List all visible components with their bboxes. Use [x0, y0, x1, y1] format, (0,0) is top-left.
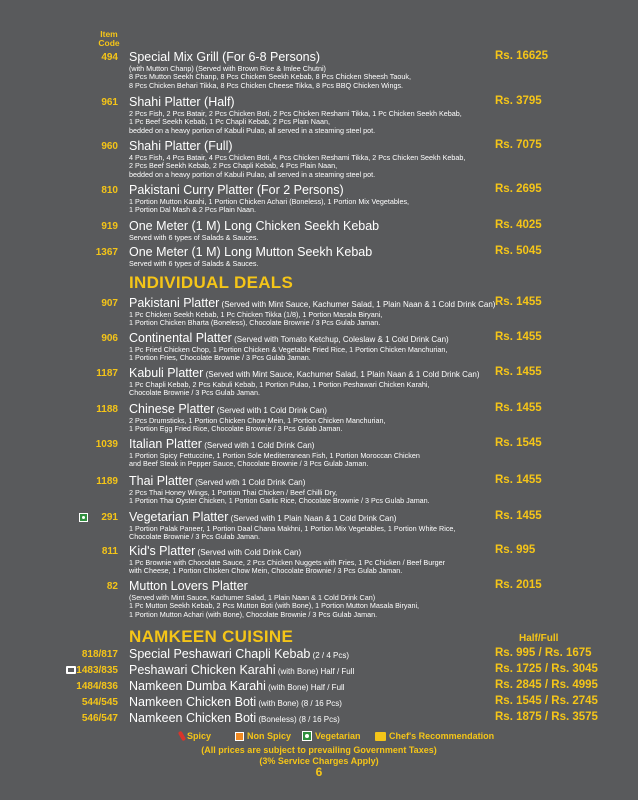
- item-code: 811: [101, 546, 118, 557]
- item-name: Namkeen Dumba Karahi (with Bone) Half / Full: [129, 679, 345, 693]
- legend-chef: Chef's Recommendation: [375, 731, 494, 741]
- item-price: Rs. 1725 / Rs. 3045: [495, 663, 598, 675]
- non-spicy-icon: [235, 732, 244, 741]
- item-description: 1 Portion Palak Paneer, 1 Portion Daal Chana Makhni, 1 Portion Mix Vegetables, 1 Portion White Rice, Chocolate Brownie / 3 Pcs Gulab Jaman.: [129, 524, 456, 542]
- item-name: Peshawari Chicken Karahi (with Bone) Half / Full: [129, 663, 355, 677]
- item-price: Rs. 1455: [495, 366, 542, 378]
- item-description: Served with 6 types of Salads & Sauces.: [129, 233, 259, 242]
- item-code: 82: [106, 581, 118, 592]
- item-name: Special Peshawari Chapli Kebab (2 / 4 Pcs): [129, 647, 350, 661]
- item-price: Rs. 2015: [495, 579, 542, 591]
- item-price: Rs. 1455: [495, 402, 542, 414]
- item-code: 1039: [95, 439, 118, 450]
- item-description: (with Mutton Chanp) (Served with Brown Rice & Imlee Chutni) 8 Pcs Mutton Seekh Chanp, 8 Pcs Chicken Seekh Kebab, 8 Pcs Chicken Sheesh Taouk, 8 Pcs Chicken Behari Tikka, 8 Pcs Chicken Cheese Tikka, 8 Pcs BBQ Chicken Wings.: [129, 64, 411, 90]
- item-code: 919: [101, 221, 118, 232]
- item-description: 2 Pcs Fish, 2 Pcs Batair, 2 Pcs Chicken Boti, 2 Pcs Chicken Reshami Tikka, 1 Pc Chicken Seekh Kebab, 1 Pc Beef Seekh Kebab, 1 Pc Chapli Kebab, 2 Pcs Plain Naan, bedded on a heavy portion of Kabuli Pulao, all served in a steaming steel pot.: [129, 109, 462, 135]
- item-price: Rs. 1545: [495, 437, 542, 449]
- item-code: 818/817: [81, 649, 118, 660]
- item-name: One Meter (1 M) Long Chicken Seekh Kebab: [129, 219, 380, 233]
- item-code: 1483/835: [76, 665, 118, 676]
- service-charge-note: (3% Service Charges Apply): [259, 756, 379, 766]
- item-description: 1 Pc Brownie with Chocolate Sauce, 2 Pcs Chicken Nuggets with Fries, 1 Pc Chicken / Beef Burger with Cheese, 1 Portion Chicken Chow Mein, Chocolate Brownie / 3 Pcs Gulab Jaman.: [129, 558, 445, 576]
- item-code: 291: [101, 512, 118, 523]
- item-code: 1484/836: [76, 681, 118, 692]
- item-description: 1 Pc Chicken Seekh Kebab, 1 Pc Chicken Tikka (1/8), 1 Portion Masala Biryani, 1 Portion Chicken Bharta (Boneless), Chocolate Brownie / 3 Pcs Gulab Jaman.: [129, 310, 383, 328]
- item-price: Rs. 5045: [495, 245, 542, 257]
- item-code: 810: [101, 185, 118, 196]
- item-price: Rs. 1545 / Rs. 2745: [495, 695, 598, 707]
- item-code: 494: [101, 52, 118, 63]
- vegetarian-icon: [79, 513, 88, 522]
- half-full-header: Half/Full: [519, 633, 559, 644]
- item-code: 1189: [96, 476, 118, 487]
- item-code-header: Item Code: [98, 29, 120, 48]
- item-price: Rs. 2695: [495, 183, 542, 195]
- item-price: Rs. 1455: [495, 510, 542, 522]
- chili-icon: [178, 731, 186, 742]
- item-name: Kabuli Platter (Served with Mint Sauce, Kachumer Salad, 1 Plain Naan & 1 Cold Drink Can): [129, 366, 480, 380]
- chef-recommendation-icon: [66, 666, 76, 674]
- item-description: 1 Pc Chapli Kebab, 2 Pcs Kabuli Kebab, 1 Portion Pulao, 1 Portion Peshawari Chicken Karahi, Chocolate Brownie / 3 Pcs Gulab Jaman.: [129, 380, 430, 398]
- tax-note: (All prices are subject to prevailing Government Taxes): [201, 745, 437, 755]
- item-name: Italian Platter (Served with 1 Cold Drink Can): [129, 437, 315, 451]
- item-name: Shahi Platter (Half): [129, 95, 235, 109]
- item-price: Rs. 995 / Rs. 1675: [495, 647, 592, 659]
- item-description: Served with 6 types of Salads & Sauces.: [129, 259, 259, 268]
- item-description: 2 Pcs Thai Honey Wings, 1 Portion Thai Chicken / Beef Chilli Dry, 1 Portion Thai Oyster Chicken, 1 Portion Garlic Rice, Chocolate Brownie / 3 Pcs Gulab Jaman.: [129, 488, 430, 506]
- item-name: One Meter (1 M) Long Mutton Seekh Kebab: [129, 245, 373, 259]
- item-description: 1 Portion Mutton Karahi, 1 Portion Chicken Achari (Boneless), 1 Portion Mix Vegetables, 1 Portion Dal Mash & 2 Pcs Plain Naan.: [129, 197, 410, 215]
- item-name: Vegetarian Platter (Served with 1 Plain Naan & 1 Cold Drink Can): [129, 510, 397, 524]
- item-code: 906: [101, 333, 118, 344]
- item-code: 546/547: [81, 713, 118, 724]
- item-price: Rs. 7075: [495, 139, 542, 151]
- item-price: Rs. 16625: [495, 50, 549, 62]
- item-price: Rs. 1875 / Rs. 3575: [495, 711, 598, 723]
- section-title-individual-deals: INDIVIDUAL DEALS: [129, 273, 294, 292]
- vegetarian-icon: [302, 731, 312, 741]
- item-code: 1367: [95, 247, 118, 258]
- item-name: Pakistani Platter (Served with Mint Sauce, Kachumer Salad, 1 Plain Naan & 1 Cold Drink Can): [129, 296, 496, 310]
- item-code: 961: [101, 97, 118, 108]
- item-name: Kid's Platter (Served with Cold Drink Can): [129, 544, 302, 558]
- item-name: Pakistani Curry Platter (For 2 Persons): [129, 183, 344, 197]
- item-name: Chinese Platter (Served with 1 Cold Drink Can): [129, 402, 327, 416]
- item-price: Rs. 3795: [495, 95, 542, 107]
- item-price: Rs. 1455: [495, 296, 542, 308]
- item-code: 1188: [96, 404, 118, 415]
- item-code: 1187: [96, 368, 118, 379]
- legend: [0, 731, 638, 745]
- item-code: 544/545: [81, 697, 118, 708]
- item-price: Rs. 1455: [495, 474, 542, 486]
- item-price: Rs. 1455: [495, 331, 542, 343]
- item-name: Special Mix Grill (For 6-8 Persons): [129, 50, 321, 64]
- item-code: 960: [101, 141, 118, 152]
- item-name: Continental Platter (Served with Tomato Ketchup, Coleslaw & 1 Cold Drink Can): [129, 331, 449, 345]
- item-name: Shahi Platter (Full): [129, 139, 233, 153]
- item-name: Mutton Lovers Platter: [129, 579, 248, 593]
- item-name: Thai Platter (Served with 1 Cold Drink Can): [129, 474, 306, 488]
- page-number: 6: [315, 765, 323, 779]
- item-price: Rs. 2845 / Rs. 4995: [495, 679, 598, 691]
- item-description: 4 Pcs Fish, 4 Pcs Batair, 4 Pcs Chicken Boti, 4 Pcs Chicken Reshami Tikka, 2 Pcs Chicken Seekh Kebab, 2 Pcs Beef Seekh Kebab, 2 Pcs Chapli Kebab, 4 Pcs Plain Naan, bedded on a heavy portion of Kabuli Pulao, all served in a steaming steel pot.: [129, 153, 466, 179]
- legend-spicy: Spicy: [180, 731, 211, 741]
- section-title-namkeen-cuisine: NAMKEEN CUISINE: [129, 627, 294, 646]
- chef-hat-icon: [375, 732, 386, 741]
- item-code: 907: [101, 298, 118, 309]
- item-name: Namkeen Chicken Boti (with Bone) (8 / 16 Pcs): [129, 695, 342, 709]
- item-price: Rs. 995: [495, 544, 536, 556]
- item-description: 2 Pcs Drumsticks, 1 Portion Chicken Chow Mein, 1 Portion Chicken Manchurian, 1 Portion Egg Fried Rice, Chocolate Brownie / 3 Pcs Gulab Jaman.: [129, 416, 386, 434]
- item-description: 1 Portion Spicy Fettuccine, 1 Portion Sole Mediterranean Fish, 1 Portion Moroccan Chicken and Beef Steak in Pepper Sauce, Chocolate Brownie / 3 Pcs Gulab Jaman.: [129, 451, 420, 469]
- item-name: Namkeen Chicken Boti (Boneless) (8 / 16 Pcs): [129, 711, 340, 725]
- item-price: Rs. 4025: [495, 219, 542, 231]
- item-description: (Served with Mint Sauce, Kachumer Salad, 1 Plain Naan & 1 Cold Drink Can) 1 Pc Mutton Seekh Kebab, 2 Pcs Mutton Boti (with Bone), 1 Portion Mutton Masala Biryani, 1 Portion Mutton Achari (with Bone), Chocolate Brownie / 3 Pcs Gulab Jaman.: [129, 593, 420, 619]
- item-description: 1 Pc Fried Chicken Chop, 1 Portion Chicken & Vegetable Fried Rice, 1 Portion Chicken Manchurian, 1 Portion Fries, Chocolate Brownie / 3 Pcs Gulab Jaman.: [129, 345, 448, 363]
- legend-non-spicy: Non Spicy: [235, 731, 291, 741]
- legend-vegetarian: Vegetarian: [302, 731, 361, 741]
